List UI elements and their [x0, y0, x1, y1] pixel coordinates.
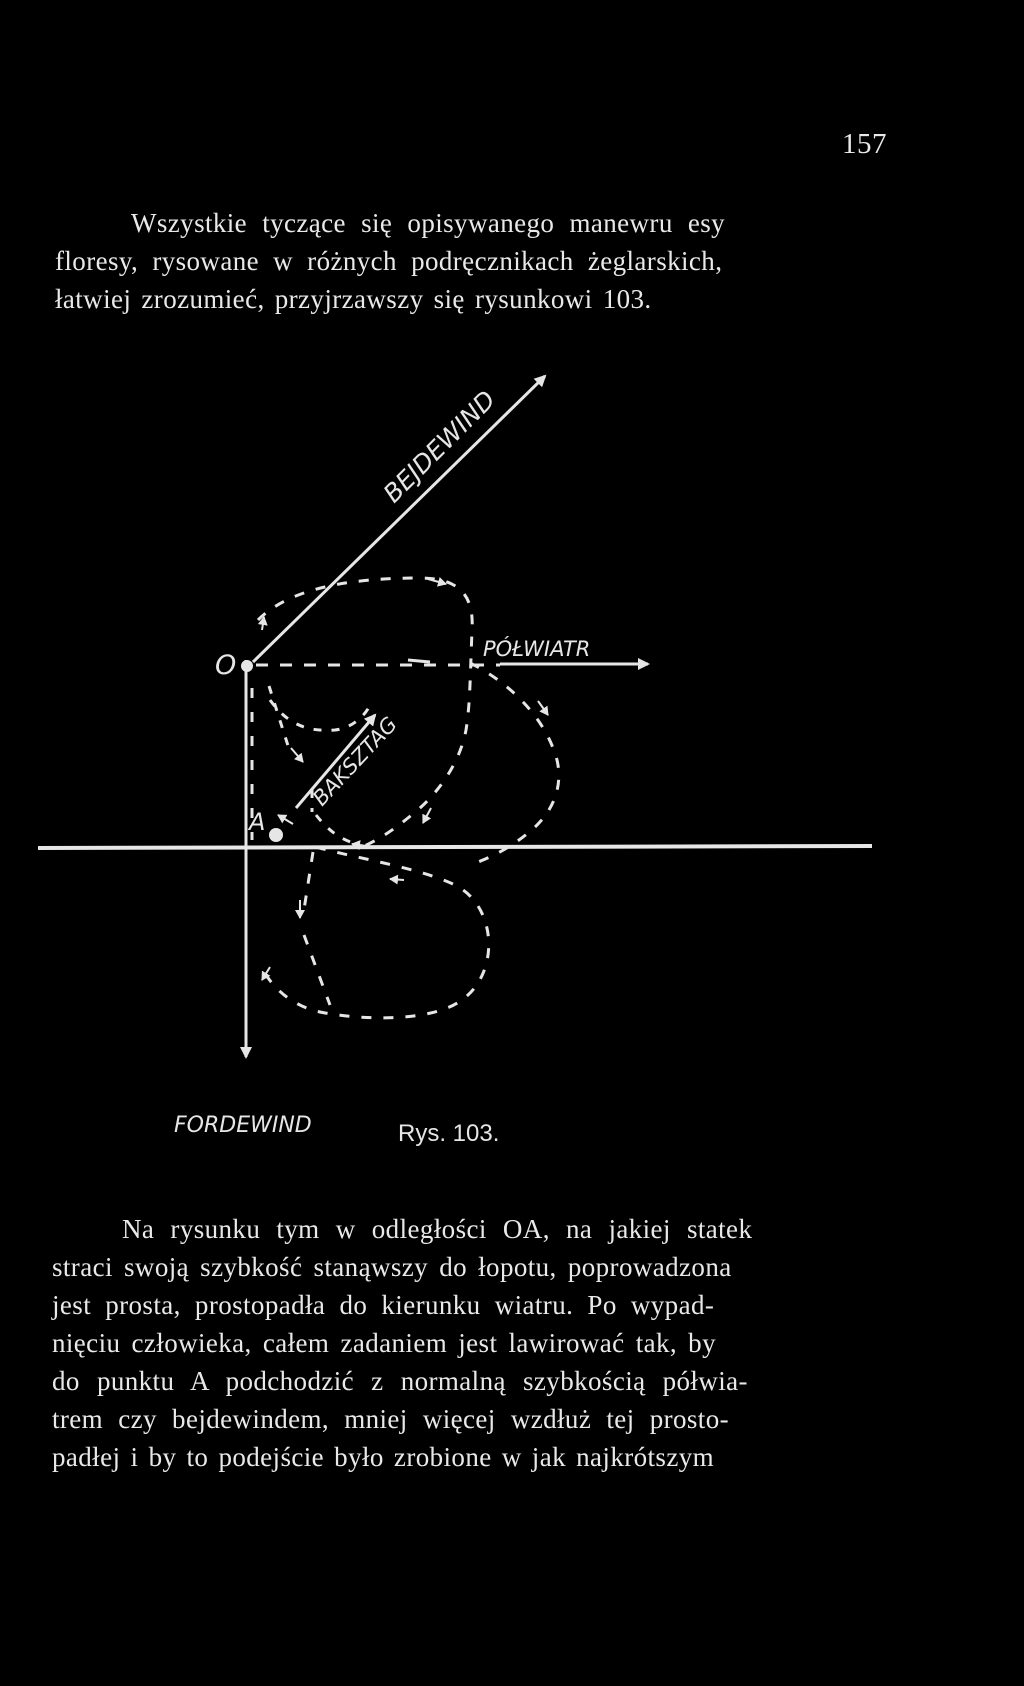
curve-arrow — [262, 617, 264, 630]
point-a-marker — [269, 828, 283, 842]
body-line: straci swoją szybkość stanąwszy do łopotu, poprowadzona — [52, 1252, 732, 1282]
intro-paragraph — [55, 204, 890, 318]
curve-arrow — [423, 808, 431, 823]
body-line: trem czy bejdewindem, mniej więcej wzdłuż tej prosto- — [52, 1404, 729, 1434]
sailing-maneuver-diagram — [0, 360, 1024, 1150]
body-line: Na rysunku tym w odległości OA, na jakiej statek — [122, 1214, 753, 1244]
body-paragraph — [52, 1210, 890, 1476]
curve-arrow — [291, 748, 303, 762]
dashed-guide — [304, 935, 330, 1005]
body-line: nięciu człowieka, całem zadaniem jest lawirować tak, by — [52, 1328, 716, 1358]
figure-103 — [0, 360, 1024, 1150]
inner-dashed-arc — [316, 815, 360, 845]
intro-line: łatwiej zrozumieć, przyjrzawszy się rysunkowi 103. — [55, 284, 652, 314]
right-dashed-loop — [470, 663, 559, 865]
lower-dashed-loop — [263, 847, 489, 1018]
point-o-marker — [241, 660, 253, 672]
curve-arrow — [538, 701, 548, 715]
baksztag-label: BAKSZTAG — [308, 712, 402, 811]
body-line: jest prosta, prostopadła do kierunku wiatru. Po wypad- — [52, 1290, 715, 1320]
figure-caption: Rys. 103. — [398, 1120, 500, 1147]
curve-arrow — [278, 815, 293, 824]
curve-arrow — [390, 879, 404, 880]
bejdewind-line — [253, 376, 545, 662]
page-number: 157 — [842, 128, 887, 160]
intro-line: floresy, rysowane w różnych podręcznikach żeglarskich, — [55, 246, 723, 276]
point-a-label: A — [249, 808, 266, 836]
dashed-guide — [408, 660, 430, 662]
body-line: do punktu A podchodzić z normalną szybkością półwia- — [52, 1366, 748, 1396]
intro-line: Wszystkie tyczące się opisywanego manewru esy — [131, 208, 726, 238]
point-o-label: O — [215, 650, 237, 681]
fordewind-label: FORDEWIND — [174, 1113, 312, 1138]
dashed-guide — [303, 852, 313, 916]
inner-dashed-arc — [270, 700, 370, 730]
body-line: padłej i by to podejście było zrobione w jak najkrótszym — [52, 1442, 715, 1472]
polwiatr-label: PÓŁWIATR — [483, 637, 591, 661]
curve-arrow — [428, 579, 446, 584]
perpendicular-line — [38, 846, 872, 848]
bejdewind-label: BEJDEWIND — [377, 384, 502, 509]
